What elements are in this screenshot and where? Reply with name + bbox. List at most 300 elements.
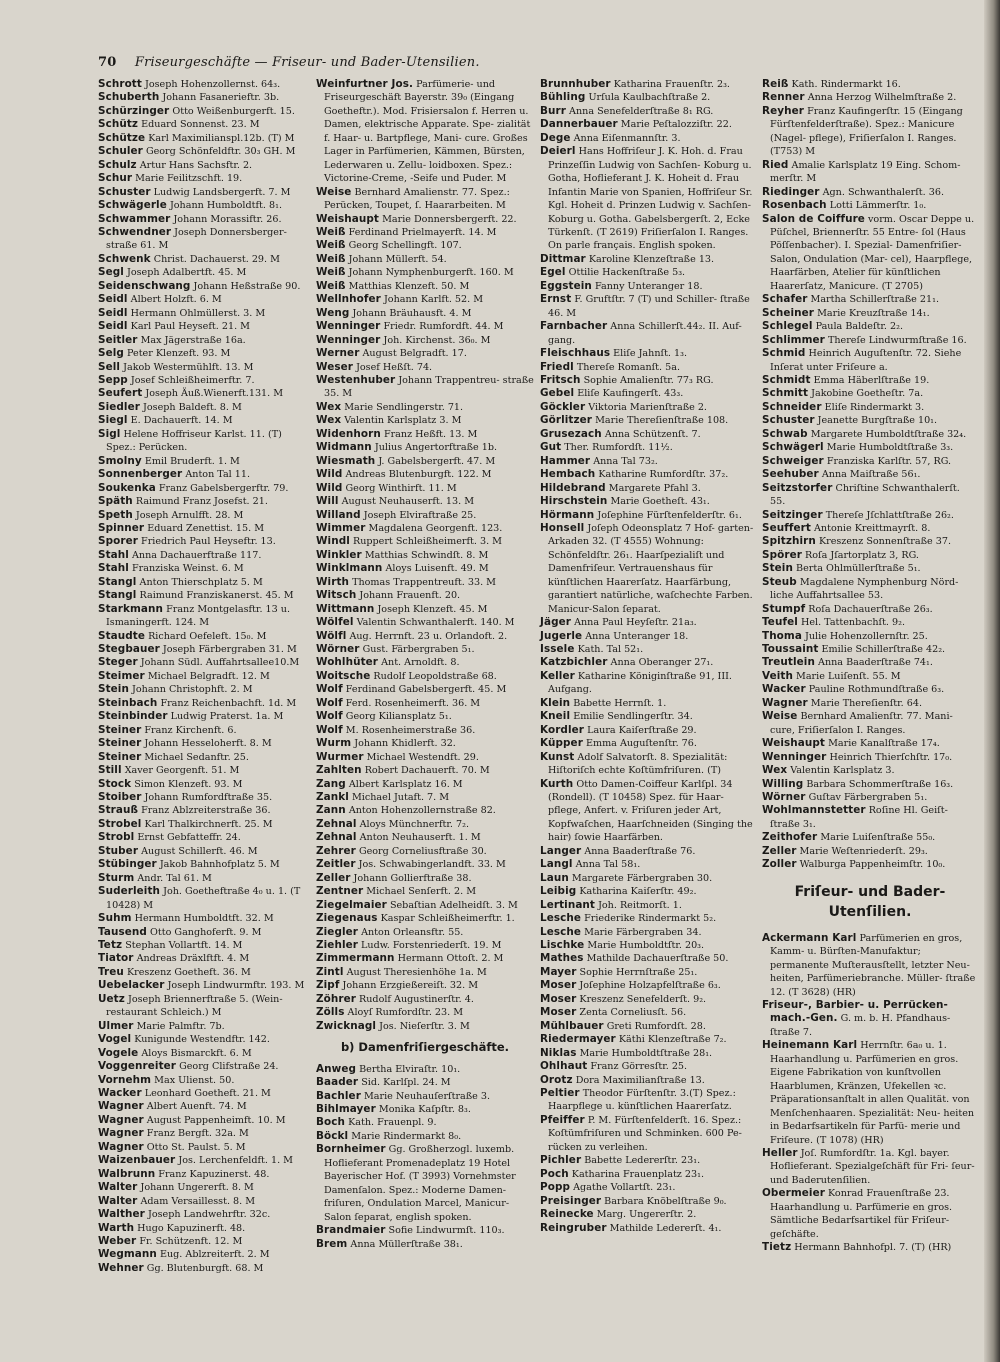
directory-entry xyxy=(540,1222,756,1235)
entry-name: Weiß xyxy=(316,266,346,279)
entry-name: Zwicknagl xyxy=(316,1019,377,1032)
entry-name: Kunst xyxy=(540,750,575,763)
directory-entry xyxy=(540,482,756,495)
entry-name: Toussaint xyxy=(762,643,819,656)
directory-entry xyxy=(316,428,534,441)
entry-details: Anton Hohenzollernstraße 82. xyxy=(348,805,496,817)
entry-name: Schwendner xyxy=(98,225,172,238)
entry-name: Zann xyxy=(316,804,346,817)
entry-details: August Belgradft. 17. xyxy=(362,348,467,360)
entry-name: Katzbichler xyxy=(540,656,608,669)
entry-details: Marie Luiſenſtraße 55₀. xyxy=(820,832,936,844)
entry-details: Jos. Schwabingerlandft. 33. M xyxy=(358,859,506,871)
entry-details: Sid. Karlſpl. 24. M xyxy=(361,1077,451,1089)
entry-name: Reinecke xyxy=(540,1208,594,1221)
directory-entry xyxy=(540,1087,756,1114)
directory-entry xyxy=(98,1060,310,1073)
directory-entry xyxy=(98,993,310,1020)
entry-details: Max Ulienst. 50. xyxy=(154,1074,235,1086)
entry-details: vorm. Oscar Deppe u. Püſchel, Briennerſtr. 55 Entre- ſol (Haus Pöſſenbacher). I. Spezial- Damenfriſier-Salon, Ondulation (Mar- cel), Haarpflege, Haarfärben, Atelier für künſtlichen Haarerſatz, Manicure. (T 2705) xyxy=(770,213,975,292)
entry-details: Babette Herrnſt. 1. xyxy=(573,697,667,709)
entry-details: Marie Kreuzſtraße 14₁. xyxy=(817,307,930,319)
directory-entry xyxy=(540,845,756,858)
entry-name: Sporer xyxy=(98,535,138,548)
directory-entry xyxy=(316,78,534,186)
directory-entry xyxy=(762,509,978,522)
directory-entry xyxy=(762,643,978,656)
entry-name: Strobl xyxy=(98,831,135,844)
entry-name: Wölfel xyxy=(316,616,354,629)
entry-name: Issele xyxy=(540,643,575,656)
entry-details: Jos. Nieſerſtr. 3. M xyxy=(379,1020,470,1032)
entry-details: Albert Auenft. 74. M xyxy=(146,1101,247,1113)
entry-name: Wehner xyxy=(98,1261,144,1274)
entry-name: Wagner xyxy=(98,1100,144,1113)
entry-details: Michael Belgradft. 12. M xyxy=(147,670,270,682)
directory-entry xyxy=(540,441,756,454)
entry-details: Leonhard Goetheft. 21. M xyxy=(144,1087,271,1099)
directory-entry xyxy=(762,78,978,91)
directory-entry xyxy=(316,1224,534,1237)
entry-name: Wacker xyxy=(762,683,806,696)
directory-entry xyxy=(540,966,756,979)
entry-details: Guſtav Färbergraben 5₁. xyxy=(808,792,928,804)
directory-entry xyxy=(540,468,756,481)
directory-entry xyxy=(98,562,310,575)
entry-name: Eggstein xyxy=(540,279,592,292)
page-header xyxy=(98,55,978,70)
entry-name: Rosenbach xyxy=(762,199,827,212)
directory-entry xyxy=(540,872,756,885)
entry-details: Joseph Lindwurmftr. 193. M xyxy=(167,980,305,992)
directory-entry xyxy=(540,1154,756,1167)
entry-name: Pichler xyxy=(540,1154,582,1167)
entry-details: Valentin Karlsplatz 3. M xyxy=(344,415,462,427)
entry-details: Andreas Blutenburgft. 122. M xyxy=(345,469,492,481)
entry-details: Karl Paul Heyseft. 21. M xyxy=(130,321,250,333)
entry-details: Marie Färbergraben 34. xyxy=(584,926,702,938)
directory-entry xyxy=(540,401,756,414)
entry-name: Schütze xyxy=(98,131,146,144)
entry-name: Gut xyxy=(540,441,562,454)
entry-details: Marie Humboldtſtr. 20₃. xyxy=(587,940,705,951)
directory-entry xyxy=(762,320,978,333)
entry-name: Reyher xyxy=(762,104,804,117)
directory-entry xyxy=(98,1127,310,1140)
directory-entry xyxy=(540,253,756,266)
entry-details: Franz Heßft. 13. M xyxy=(383,428,478,440)
directory-entry xyxy=(316,1116,534,1129)
entry-details: Georg Kiliansplatz 5₁. xyxy=(345,711,452,723)
entry-details: Franz Kapuzinerst. 48. xyxy=(158,1168,270,1180)
entry-details: Thereſe Lindwurmſtraße 16. xyxy=(827,334,967,346)
directory-entry xyxy=(98,549,310,562)
entry-name: Zöhrer xyxy=(316,992,356,1005)
entry-details: Adam Versaillesst. 8. M xyxy=(140,1195,256,1207)
entry-name: Tiator xyxy=(98,952,134,965)
directory-entry xyxy=(540,145,756,253)
entry-name: Seuffert xyxy=(762,521,811,534)
entry-details: Urſula Kaulbachſtraße 2. xyxy=(588,92,711,104)
entry-name: Wagner xyxy=(98,1127,144,1140)
entry-name: Seidl xyxy=(98,320,128,333)
entry-name: Zehnal xyxy=(316,817,357,830)
column-2 xyxy=(316,78,534,1251)
directory-entry xyxy=(98,845,310,858)
directory-entry xyxy=(540,361,756,374)
directory-entry xyxy=(762,105,978,159)
directory-entry xyxy=(540,1060,756,1073)
entry-name: Wex xyxy=(316,414,342,427)
entry-name: Weiß xyxy=(316,252,346,265)
entry-name: Zeitler xyxy=(316,858,356,871)
entry-name: Wurmer xyxy=(316,750,364,763)
entry-name: Keller xyxy=(540,669,575,682)
entry-name: Zölls xyxy=(316,1006,345,1019)
entry-name: Windl xyxy=(316,535,350,548)
entry-details: Anna Herzog Wilhelmſtraße 2. xyxy=(807,92,957,104)
entry-name: Friseur-, Barbier- u. Perrücken- mach.-Gen. xyxy=(762,999,948,1025)
entry-name: Starkmann xyxy=(98,602,164,615)
entry-name: Zoller xyxy=(762,858,797,871)
entry-details: Pauline Rothmundſtraße 6₃. xyxy=(808,684,945,696)
entry-name: Mayer xyxy=(540,965,577,978)
directory-entry xyxy=(98,482,310,495)
entry-name: Lesche xyxy=(540,925,582,938)
entry-name: Steger xyxy=(98,656,138,669)
entry-details: Michael Senſerft. 2. M xyxy=(366,886,477,898)
entry-name: Tetz xyxy=(98,939,123,951)
entry-details: Johann Karlft. 52. M xyxy=(383,294,484,306)
entry-details: Ferdinand Prielmayerft. 14. M xyxy=(348,226,497,238)
entry-name: Vogel xyxy=(98,1033,132,1046)
entry-name: Leibig xyxy=(540,885,577,898)
entry-name: Spinner xyxy=(98,521,145,534)
directory-entry xyxy=(98,428,310,455)
entry-name: Ulmer xyxy=(98,1019,134,1032)
directory-entry xyxy=(316,320,534,333)
entry-name: Hembach xyxy=(540,468,596,481)
entry-details: Franz Kaufingerſtr. 15 (Eingang Fürſtenfelderſtraße). Spez.: Manicure (Nagel- pflege), Friſierſalon I. Ranges.(T753) M xyxy=(770,105,963,158)
entry-details: Walburga Pappenheimſtr. 10₀. xyxy=(799,859,946,871)
directory-entry xyxy=(98,374,310,387)
entry-details: P. M. Fürſtenfelderſt. 16. Spez.: Koſtümfriſuren und Schminken. 600 Pe- rücken zu verleihen. xyxy=(548,1114,742,1153)
entry-name: Wagner xyxy=(98,1113,144,1126)
directory-entry xyxy=(98,872,310,885)
directory-entry xyxy=(540,132,756,145)
entry-details: Valentin Karlsplatz 3. xyxy=(790,765,895,777)
entry-details: Lotti Lämmerſtr. 1₀. xyxy=(829,200,927,212)
entry-name: Veith xyxy=(762,669,793,682)
entry-name: Friedl xyxy=(540,360,574,373)
entry-details: Franziska Karlſtr. 57, RG. xyxy=(826,455,952,467)
directory-entry xyxy=(316,630,534,643)
directory-entry xyxy=(762,683,978,696)
directory-entry xyxy=(762,576,978,603)
entry-details: Joſephine Holzapfelſtraße 6₃. xyxy=(579,980,721,992)
entry-name: Bühling xyxy=(540,91,586,104)
entry-name: Wiesmath xyxy=(316,454,376,467)
directory-entry xyxy=(98,91,310,104)
entry-name: Strobel xyxy=(98,817,142,830)
column-1 xyxy=(98,78,310,1275)
entry-details: Bertha Elviraſtr. 10₁. xyxy=(359,1063,461,1075)
directory-entry xyxy=(98,307,310,320)
directory-entry xyxy=(98,105,310,118)
directory-entry xyxy=(316,495,534,508)
directory-entry xyxy=(316,939,534,952)
directory-entry xyxy=(540,751,756,778)
directory-entry xyxy=(762,1187,978,1241)
entry-details: Anna Tal 58₁. xyxy=(575,859,641,871)
entry-name: Walter xyxy=(98,1194,138,1207)
directory-entry xyxy=(98,1074,310,1087)
entry-details: Agn. Schwanthalerſt. 36. xyxy=(822,186,945,198)
directory-entry xyxy=(540,1047,756,1060)
directory-entry xyxy=(98,226,310,253)
entry-name: Langl xyxy=(540,858,573,871)
entry-name: Wörner xyxy=(762,791,806,804)
entry-name: Schuster xyxy=(762,414,815,427)
directory-entry xyxy=(762,159,978,186)
entry-name: Wölfl xyxy=(316,629,347,642)
entry-details: Johann Bräuhausft. 4. M xyxy=(352,307,472,319)
entry-name: Zeithofer xyxy=(762,831,818,844)
directory-entry xyxy=(762,764,978,777)
entry-name: Weiß xyxy=(316,239,346,252)
entry-name: Selg xyxy=(98,347,124,360)
entry-name: Ziegler xyxy=(316,925,359,938)
entry-details: Peter Klenzeft. 93. M xyxy=(127,348,231,360)
entry-name: Wild xyxy=(316,468,343,481)
directory-entry xyxy=(98,1208,310,1221)
entry-details: Mathilde Dachauerſtraße 50. xyxy=(586,953,729,965)
directory-entry xyxy=(316,710,534,723)
entry-name: Dannerbauer xyxy=(540,118,618,131)
entry-name: Farnbacher xyxy=(540,320,608,333)
directory-entry xyxy=(98,831,310,844)
entry-details: Friedr. Rumfordft. 44. M xyxy=(383,321,504,333)
entry-details: Katharina Kaiſerſtr. 49₂. xyxy=(579,886,697,898)
directory-entry xyxy=(98,1141,310,1154)
directory-entry xyxy=(98,737,310,750)
directory-entry xyxy=(316,683,534,696)
directory-entry xyxy=(98,670,310,683)
entry-details: August Neuhauserft. 13. M xyxy=(341,496,475,508)
entry-details: Anton Thierschplatz 5. M xyxy=(139,576,263,588)
directory-entry xyxy=(98,145,310,158)
directory-entry xyxy=(98,159,310,172)
directory-entry xyxy=(762,374,978,387)
entry-name: Wacker xyxy=(98,1086,142,1099)
directory-entry xyxy=(540,91,756,104)
entry-details: Amalie Karlsplatz 19 Eing. Schom- merſtr. M xyxy=(770,159,961,185)
entry-name: Thoma xyxy=(762,629,802,642)
directory-entry xyxy=(316,1143,534,1224)
entry-name: Steiner xyxy=(98,750,142,763)
directory-entry xyxy=(316,307,534,320)
entry-name: Schwab xyxy=(762,427,808,440)
directory-entry xyxy=(98,293,310,306)
entry-name: Steiner xyxy=(98,723,142,736)
entry-details: Kreszenz Sonnenſtraße 37. xyxy=(818,536,951,548)
entry-name: Scheiner xyxy=(762,306,815,319)
entry-name: Wenninger xyxy=(762,750,827,763)
entry-details: Marie Thereſienſtraße 108. xyxy=(595,415,729,427)
entry-details: Gg. Großherzogl. luxemb. Hoflieferant Promenadeplatz 19 Hotel Bayerischer Hof. (T 3993) Vornehmster Damenſalon. Spez.: Moderne Damen- friſuren, Ondulation Marcel, Manicur- Salon ſeparat, english spoken. xyxy=(324,1144,516,1223)
entry-details: Joseph Arnulfft. 28. M xyxy=(135,509,244,521)
entry-name: Orotz xyxy=(540,1073,573,1086)
directory-entry xyxy=(762,199,978,212)
directory-entry xyxy=(98,939,310,952)
entry-details: Georg Schönfeldftr. 30₃ GH. M xyxy=(145,146,296,158)
entry-name: Zeller xyxy=(762,844,797,857)
entry-details: Ludw. Forstenriederſt. 19. M xyxy=(361,940,502,951)
entry-name: Zintl xyxy=(316,965,344,978)
entry-details: Eliſe Kaufingerſt. 43₃. xyxy=(577,388,684,400)
entry-name: Strauß xyxy=(98,804,139,817)
entry-name: Weishaupt xyxy=(762,737,825,750)
entry-details: Roſine Hl. Geiſt- ſtraße 3₁. xyxy=(770,805,948,830)
entry-details: Michael Westendft. 29. xyxy=(366,751,479,763)
entry-details: Anton Orleansftr. 55. xyxy=(361,926,464,938)
directory-entry xyxy=(762,549,978,562)
entry-name: Seidl xyxy=(98,293,128,306)
entry-name: Moser xyxy=(540,1006,577,1019)
directory-entry xyxy=(540,979,756,992)
directory-entry xyxy=(98,401,310,414)
entry-name: Küpper xyxy=(540,737,583,750)
directory-entry xyxy=(98,643,310,656)
entry-details: Joseph Donnersberger- straße 61. M xyxy=(106,226,287,252)
entry-details: Margarete Humboldtſtraße 32₄. xyxy=(810,428,967,440)
entry-name: Stahl xyxy=(98,548,129,561)
page-number: 70 xyxy=(98,55,117,70)
entry-name: Kurth xyxy=(540,777,574,790)
entry-details: Joh. Goetheftraße 4₀ u. 1. (T 10428) M xyxy=(106,886,301,911)
directory-entry xyxy=(316,966,534,979)
entry-details: Anna Baaderſtraße 76. xyxy=(584,845,696,857)
entry-details: Joh. Reitmorſt. 1. xyxy=(598,899,682,911)
directory-entry xyxy=(98,132,310,145)
entry-name: Sonnenberger xyxy=(98,468,183,481)
directory-entry xyxy=(316,1020,534,1033)
entry-name: Schütz xyxy=(98,118,139,131)
entry-name: Popp xyxy=(540,1181,571,1194)
directory-entry xyxy=(762,387,978,400)
entry-details: Emma Häberlſtraße 19. xyxy=(813,374,930,386)
entry-details: Ther. Rumfordſt. 11½. xyxy=(564,442,673,454)
entry-details: Hermann Bahnhofpl. 7. (T) (HR) xyxy=(794,1242,952,1254)
entry-name: Heller xyxy=(762,1146,798,1159)
entry-details: Friederike Rindermarkt 5₂. xyxy=(584,913,717,925)
entry-details: Roſa Dachauerſtraße 26₃. xyxy=(808,603,933,615)
entry-name: Stein xyxy=(762,562,793,575)
entry-details: Greti Rumfordſt. 28. xyxy=(606,1020,706,1032)
entry-name: Witsch xyxy=(316,589,357,602)
entry-name: Dittmar xyxy=(540,252,586,265)
entry-name: Steinbinder xyxy=(98,710,168,723)
entry-details: Sophie Herrnſtraße 25₁. xyxy=(579,966,698,978)
entry-details: Thereſe Romanſt. 5a. xyxy=(576,361,680,373)
entry-details: Anna Oberanger 27₁. xyxy=(610,657,714,669)
entry-name: Görlitzer xyxy=(540,414,593,427)
entry-name: Weinfurtner Jos. xyxy=(316,78,414,90)
directory-entry xyxy=(316,1063,534,1076)
directory-entry xyxy=(98,952,310,965)
entry-name: Schrott xyxy=(98,78,142,90)
directory-entry xyxy=(98,1235,310,1248)
entry-details: Thereſe Jſchlattſtraße 26₂. xyxy=(825,509,954,521)
section-heading: b) Damenfriſiergeschäfte. xyxy=(340,1040,510,1055)
directory-entry xyxy=(98,1222,310,1235)
directory-entry xyxy=(540,105,756,118)
entry-details: Antonie Kreittmayrſt. 8. xyxy=(813,522,931,534)
directory-entry xyxy=(316,374,534,401)
entry-details: Julie Hohenzollernſtr. 25. xyxy=(805,630,928,642)
directory-entry xyxy=(762,347,978,374)
entry-name: Sturm xyxy=(98,871,135,884)
entry-details: Georg Clifstraße 24. xyxy=(179,1061,279,1073)
directory-entry xyxy=(762,186,978,199)
entry-details: Karoline Klenzeſtraße 13. xyxy=(588,253,715,265)
entry-details: Jakob Westermühlft. 13. M xyxy=(123,361,254,373)
entry-details: Johann Gollierftraße 38. xyxy=(353,872,472,884)
entry-name: Schlegel xyxy=(762,320,813,333)
entry-details: Michael Jutaft. 7. M xyxy=(351,792,450,804)
entry-details: Friedrich Paul Heyseftr. 13. xyxy=(141,536,276,548)
entry-details: Helene Hoffriseur Karlst. 11. (T) Spez.: Perücken. xyxy=(106,428,282,454)
entry-name: Westenhuber xyxy=(316,373,396,386)
entry-name: Anweg xyxy=(316,1062,357,1075)
directory-entry xyxy=(316,778,534,791)
entry-name: Walther xyxy=(98,1208,145,1221)
entry-details: Kunigunde Westendftr. 142. xyxy=(134,1034,270,1046)
entry-details: Max Jägerstraße 16a. xyxy=(140,334,246,346)
entry-name: Willing xyxy=(762,777,804,790)
entry-details: Franz Montgelasftr. 13 u. Ismaningerft. 124. M xyxy=(106,603,291,629)
entry-name: Weise xyxy=(316,185,352,198)
entry-details: Joh. Kirchenst. 36₀. M xyxy=(383,334,491,346)
entry-details: Berta Ohlmüllerſtraße 5₁. xyxy=(796,563,921,575)
column-4 xyxy=(762,78,978,1255)
entry-details: Kreszenz Goetheft. 36. M xyxy=(126,966,251,978)
entry-details: Babette Ledererſtr. 23₁. xyxy=(584,1155,701,1167)
entry-name: Schwammer xyxy=(98,212,171,225)
directory-entry xyxy=(540,885,756,898)
directory-entry xyxy=(540,428,756,441)
entry-details: Katharine Rumfordſtr. 37₂. xyxy=(598,469,729,481)
entry-name: Stübinger xyxy=(98,858,157,871)
entry-details: August Pappenheimft. 10. M xyxy=(146,1114,286,1126)
entry-name: Wimmer xyxy=(316,521,366,534)
entry-name: Woitsche xyxy=(316,669,371,682)
entry-name: Ernst xyxy=(540,293,572,306)
entry-details: Jos. Lerchenfeldft. 1. M xyxy=(178,1155,294,1167)
directory-entry xyxy=(762,213,978,294)
directory-entry xyxy=(762,307,978,320)
entry-name: Burr xyxy=(540,104,566,117)
entry-name: Kordler xyxy=(540,723,585,736)
directory-entry xyxy=(762,831,978,844)
directory-entry xyxy=(98,724,310,737)
entry-name: Heinemann Karl xyxy=(762,1039,858,1052)
entry-details: Johann Erzgießereiſt. 32. M xyxy=(342,980,479,992)
entry-details: Katharina Frauenſtr. 2₃. xyxy=(613,79,730,90)
directory-entry xyxy=(316,562,534,575)
entry-name: Boch xyxy=(316,1116,346,1129)
directory-entry xyxy=(98,630,310,643)
